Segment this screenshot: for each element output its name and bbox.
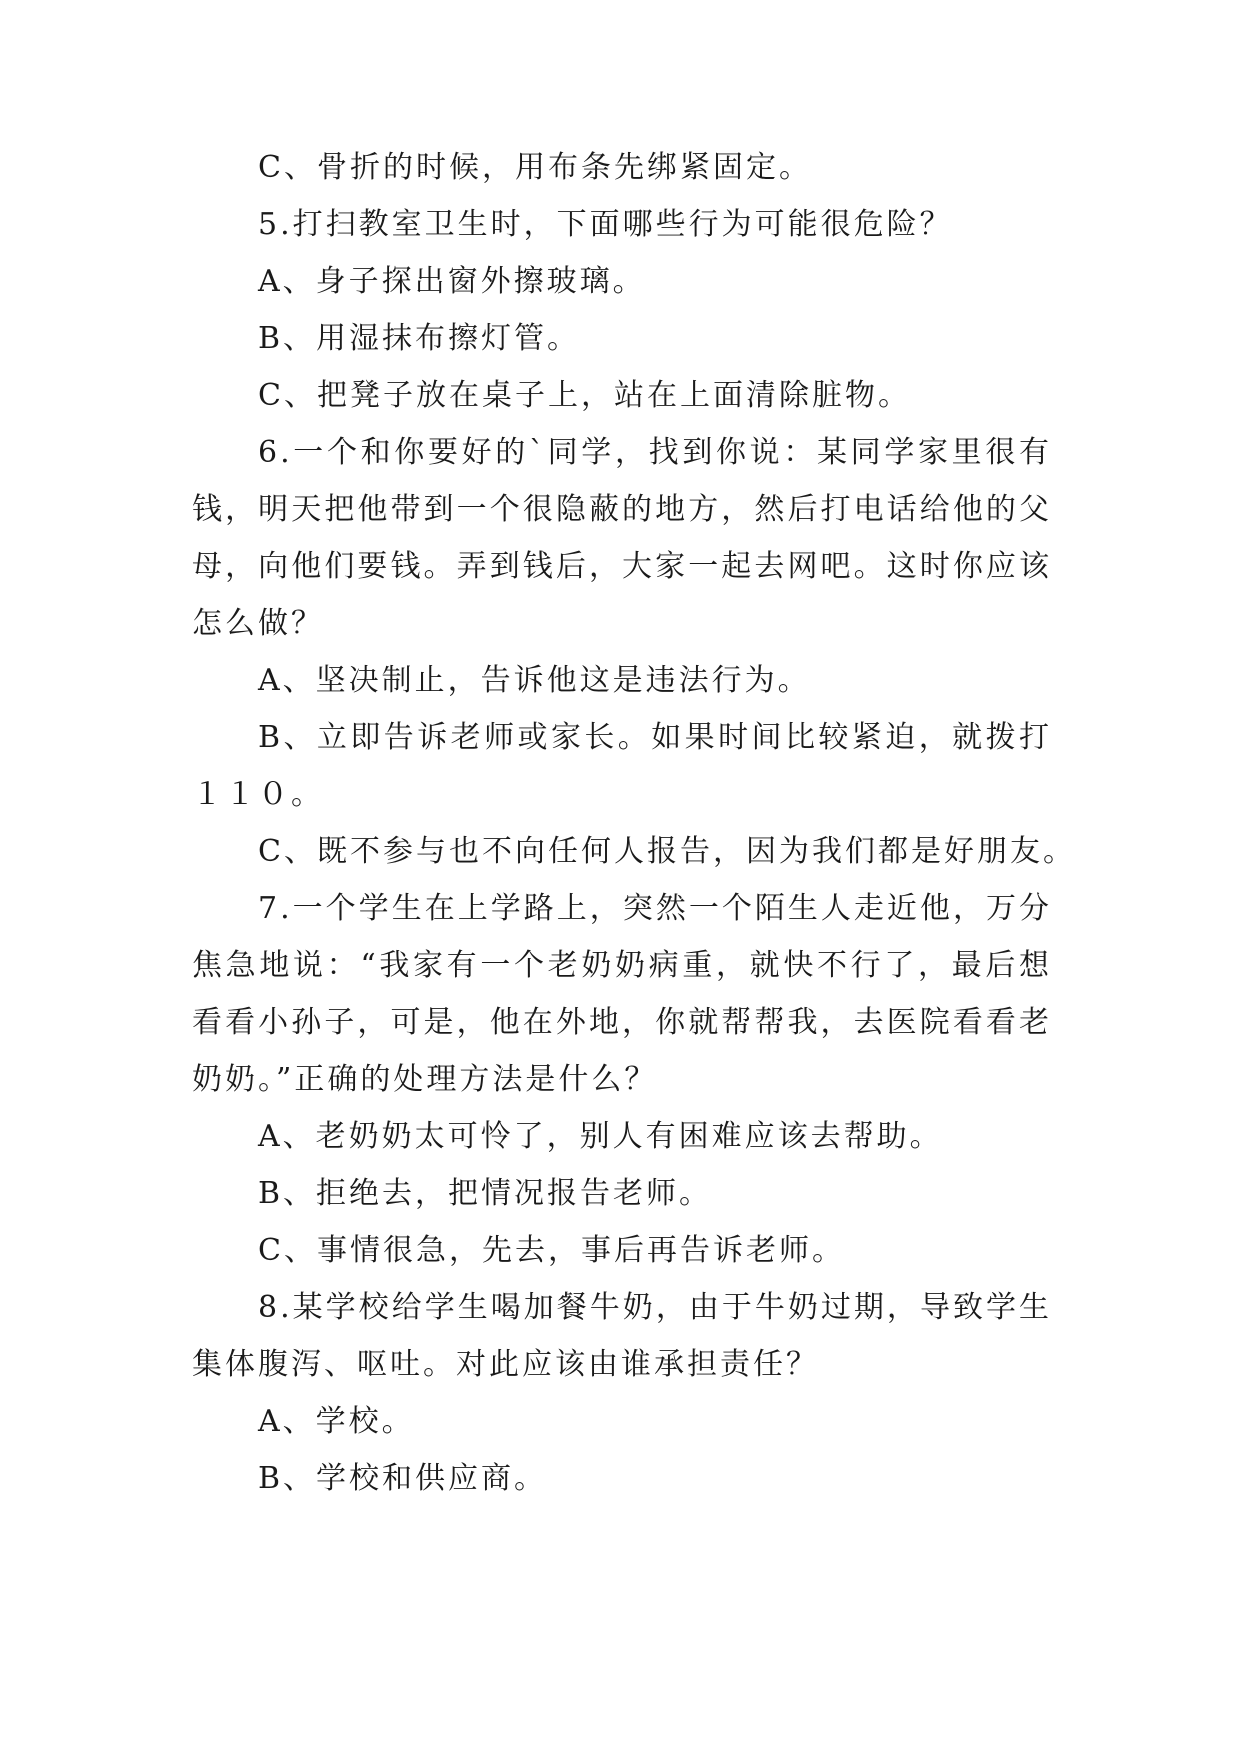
question-8-line-1: 8.某学校给学生喝加餐牛奶，由于牛奶过期，导致学生 [258, 1290, 1052, 1325]
option-c-q5: C、把凳子放在桌子上，站在上面清除脏物。 [258, 378, 911, 413]
option-c-q6: C、既不参与也不向任何人报告，因为我们都是好朋友。 [258, 834, 1076, 869]
option-a-q6: A、坚决制止，告诉他这是违法行为。 [258, 663, 811, 698]
question-8-line-2: 集体腹泻、呕吐。对此应该由谁承担责任？ [192, 1347, 819, 1382]
option-a-q5: A、身子探出窗外擦玻璃。 [258, 264, 646, 299]
question-6-line-1: 6.一个和你要好的`同学，找到你说：某同学家里很有 [258, 435, 1052, 470]
option-b-q7: B、拒绝去，把情况报告老师。 [258, 1176, 713, 1211]
question-5: 5.打扫教室卫生时，下面哪些行为可能很危险？ [258, 207, 953, 242]
option-c-q4: C、骨折的时候，用布条先绑紧固定。 [258, 150, 812, 185]
option-b-q6-line-1: B、立即告诉老师或家长。如果时间比较紧迫，就拨打 [258, 720, 1052, 755]
question-6-line-2: 钱，明天把他带到一个很隐蔽的地方，然后打电话给他的父 [192, 492, 1052, 527]
option-a-q7: A、老奶奶太可怜了，别人有困难应该去帮助。 [258, 1119, 943, 1154]
option-a-q8: A、学校。 [258, 1404, 415, 1439]
question-6-line-3: 母，向他们要钱。弄到钱后，大家一起去网吧。这时你应该 [192, 549, 1052, 584]
question-7-line-3: 看看小孙子，可是，他在外地，你就帮帮我，去医院看看老 [192, 1005, 1052, 1040]
question-7-line-2: 焦急地说：“我家有一个老奶奶病重，就快不行了，最后想 [192, 948, 1052, 983]
question-7-line-4: 奶奶。”正确的处理方法是什么？ [192, 1062, 658, 1097]
option-b-q6-line-2: １１０。 [192, 777, 324, 812]
option-b-q8: B、学校和供应商。 [258, 1461, 548, 1496]
question-6-line-4: 怎么做？ [192, 606, 324, 641]
option-c-q7: C、事情很急，先去，事后再告诉老师。 [258, 1233, 845, 1268]
option-b-q5: B、用湿抹布擦灯管。 [258, 321, 581, 356]
question-7-line-1: 7.一个学生在上学路上，突然一个陌生人走近他，万分 [258, 891, 1052, 926]
